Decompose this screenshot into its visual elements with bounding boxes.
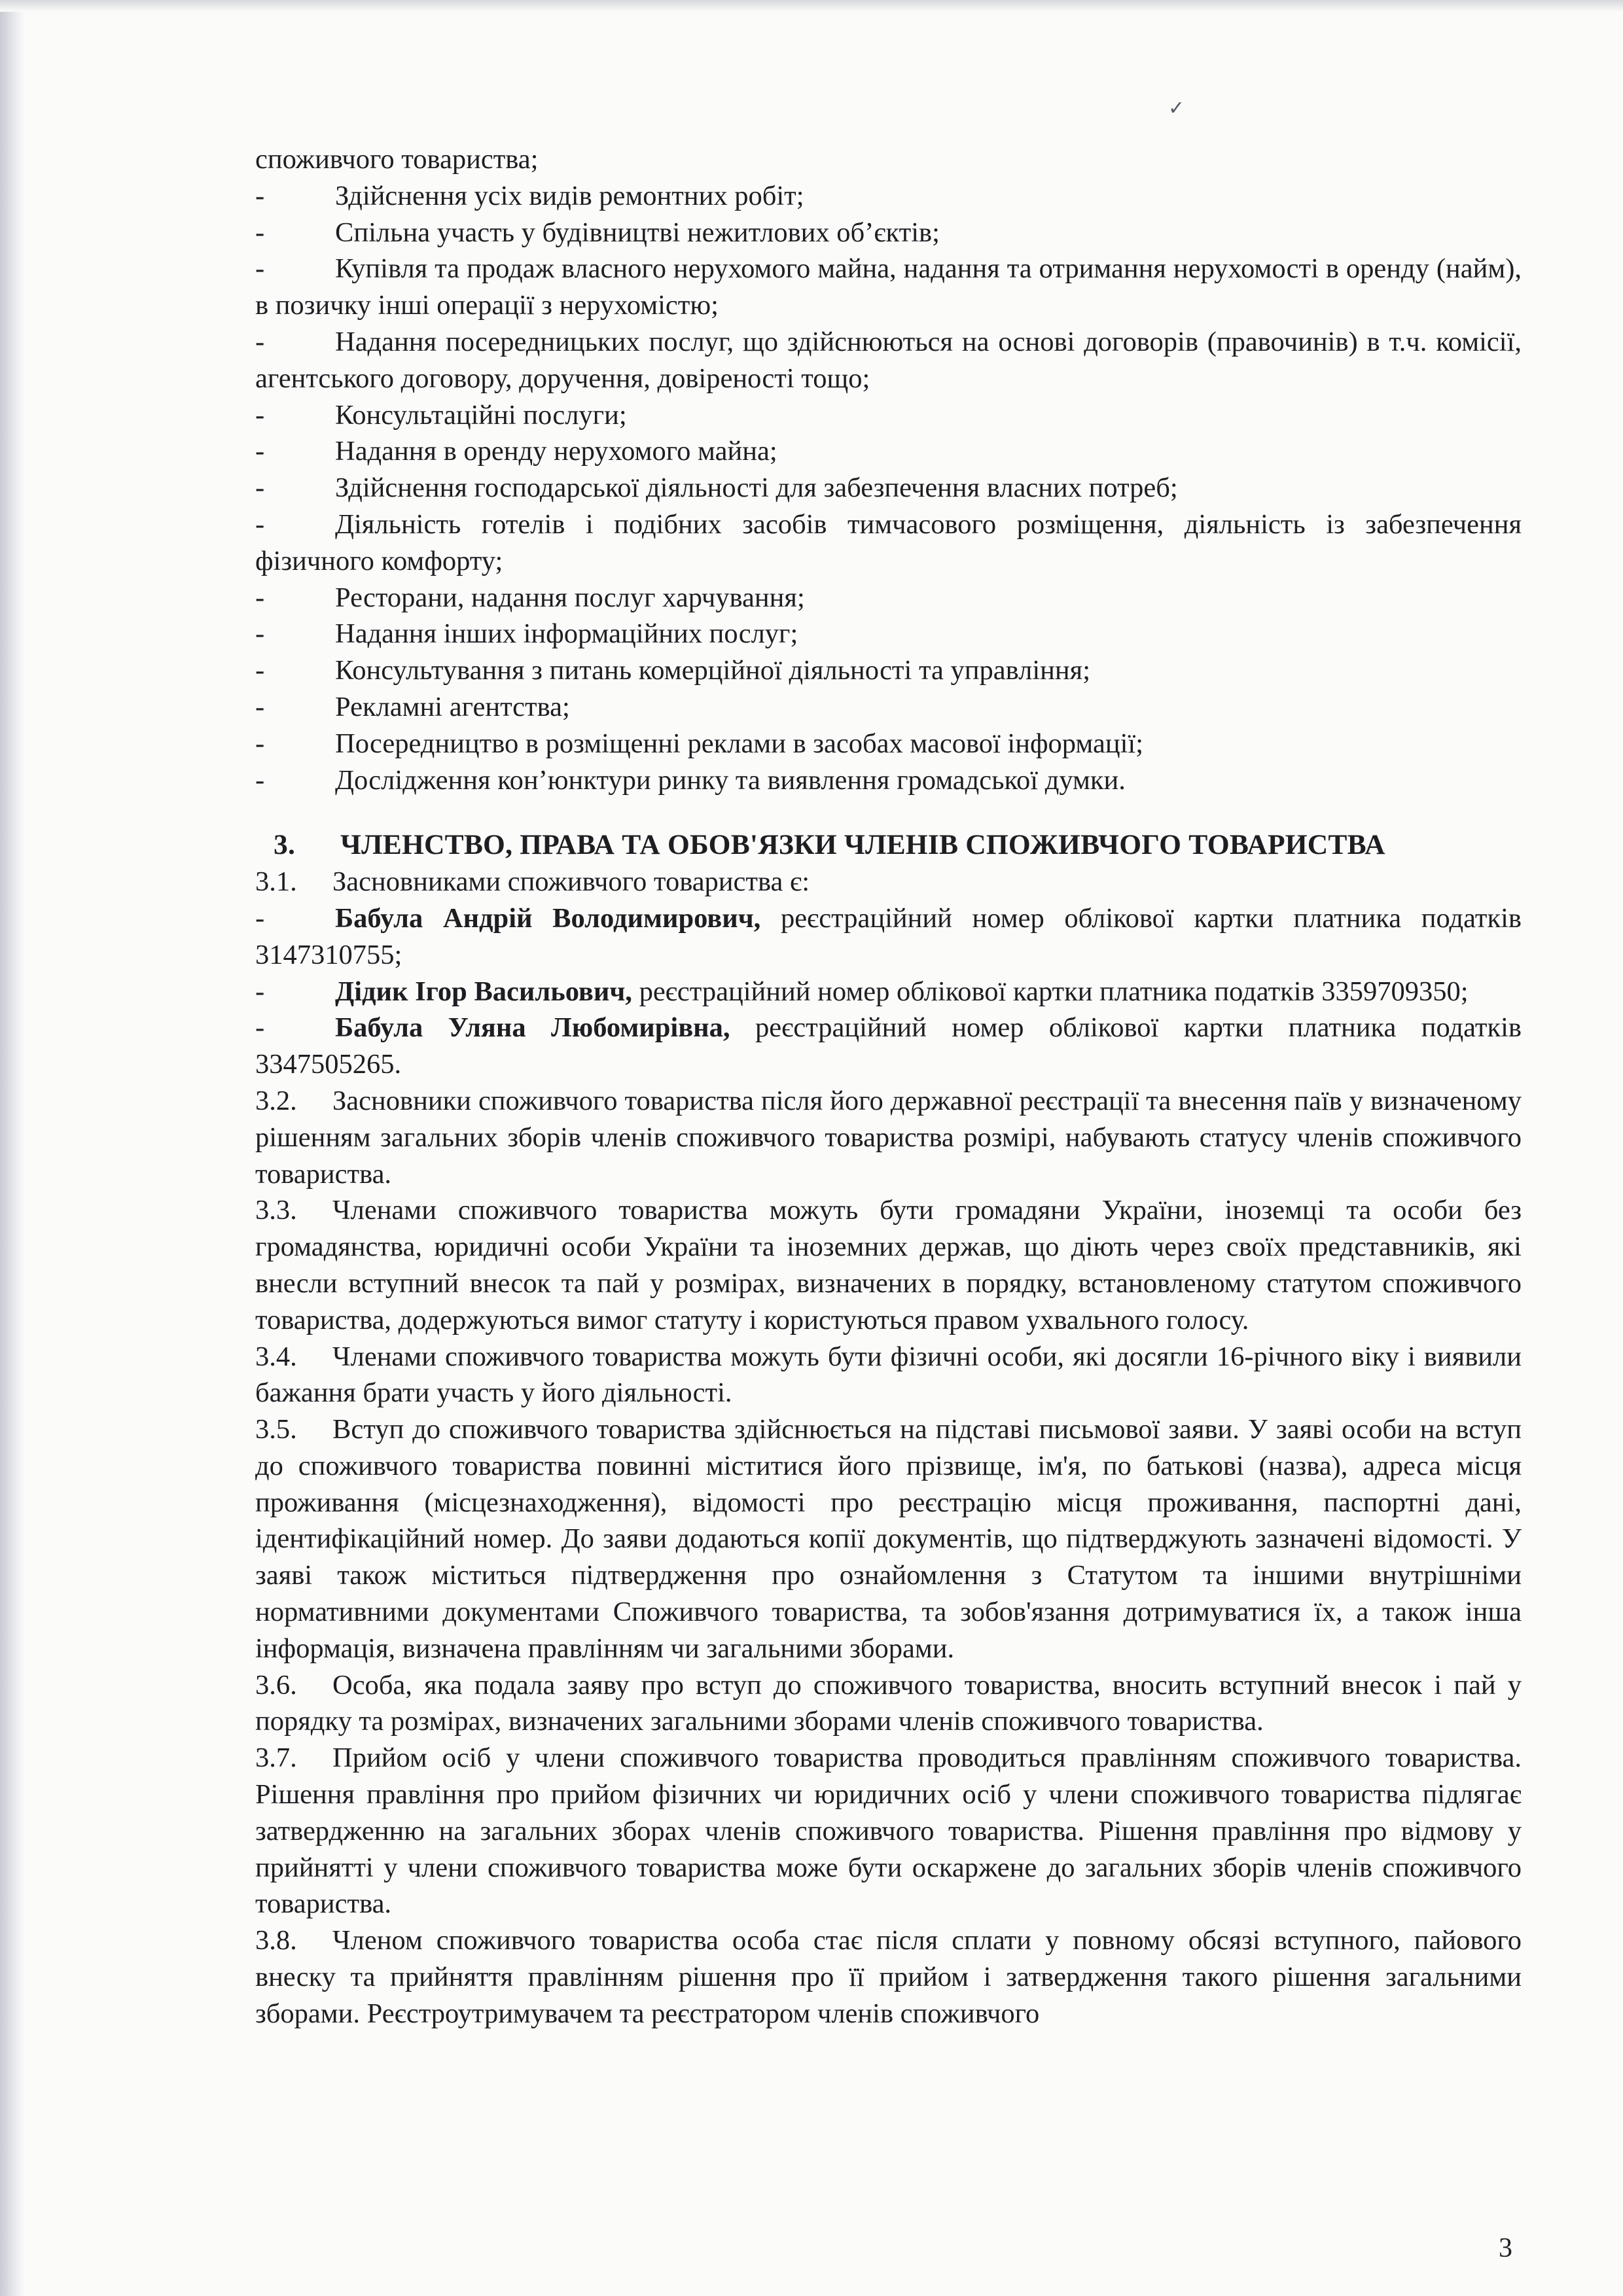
page-number: 3 xyxy=(1499,2233,1512,2263)
clause: 3.5. Вступ до споживчого товариства здійснюється на підставі письмової заяви. У заяві особи на вступ до споживчого товариства повинні міститися його прізвище, ім'я, по батькові (назва), адреса місця проживання (місцезнаходження), відомості про реєстрацію місця проживання, паспортні дані, ідентифікаційний номер. До заяви додаються копії документів, що підтверджують зазначені відомості. У заяві також міститься підтвердження про ознайомлення з Статутом та іншими внутрішніми нормативними документами Споживчого товариства, та зобов'язання дотримуватися їх, а також інша інформація, визначена правлінням чи загальними зборами. xyxy=(255,1414,1522,1664)
founders-list xyxy=(255,900,1522,1083)
founder-item: - Дідик Ігор Васильович, реєстраційний номер облікової картки платника податків 3359709350; xyxy=(255,976,1469,1007)
list-item: - Здійснення усіх видів ремонтних робіт; xyxy=(255,180,804,211)
list-item: - Купівля та продаж власного нерухомого майна, надання та отримання нерухомості в оренду (найм), в позичку інші операції з нерухомістю; xyxy=(255,253,1522,321)
section-number: 3. xyxy=(274,829,296,861)
list-item: - Консультування з питань комерційної діяльності та управління; xyxy=(255,655,1090,686)
list-item: - Консультаційні послуги; xyxy=(255,399,627,431)
clause: 3.4. Членами споживчого товариства можуть бути фізичні особи, які досягли 16-річного віку і виявили бажання брати участь у його діяльності. xyxy=(255,1341,1522,1409)
list-item: - Ресторани, надання послуг харчування; xyxy=(255,582,805,613)
list-item: - Здійснення господарської діяльності для забезпечення власних потреб; xyxy=(255,472,1178,504)
activities-list xyxy=(255,178,1522,799)
founder-item: - Бабула Андрій Володимирович, реєстраційний номер облікової картки платника податків 3147310755; xyxy=(255,902,1522,970)
list-item: - Надання посередницьких послуг, що здійснюються на основі договорів (правочинів) в т.ч. комісії, агентського договору, доручення, довіреності тощо; xyxy=(255,326,1522,394)
clause: 3.7. Прийом осіб у члени споживчого товариства проводиться правлінням споживчого товариства. Рішення правління про прийом фізичних чи юридичних осіб у члени споживчого товариства підлягає затвердженню на загальних зборах членів споживчого товариства. Рішення правління про відмову у прийнятті у члени споживчого товариства може бути оскаржене до загальних зборів членів споживчого товариства. xyxy=(255,1742,1522,1920)
clause: 3.6. Особа, яка подала заяву про вступ до споживчого товариства, вносить вступний внесок і пай у порядку та розмірах, визначених загальними зборами членів споживчого товариства. xyxy=(255,1669,1522,1737)
list-item: - Діяльність готелів і подібних засобів тимчасового розміщення, діяльність із забезпечення фізичного комфорту; xyxy=(255,508,1522,576)
list-item: - Надання в оренду нерухомого майна; xyxy=(255,436,777,467)
clause: 3.8. Членом споживчого товариства особа стає після сплати у повному обсязі вступного, пайового внеску та прийняття правлінням рішення про її прийом і затвердження такого рішення загальними зборами. Реєстроутримувачем та реєстратором членів споживчого xyxy=(255,1925,1522,2029)
scan-shadow-left xyxy=(0,0,25,2296)
clause: 3.2. Засновники споживчого товариства після його державної реєстрації та внесення паїв у визначеному рішенням загальних зборів членів споживчого товариства розмірі, набувають статусу членів споживчого товариства. xyxy=(255,1085,1522,1190)
founder-name: Бабула Андрій Володимирович, xyxy=(335,902,761,934)
clause: 3.3. Членами споживчого товариства можуть бути громадяни України, іноземці та особи без громадянства, юридичні особи України та іноземних держав, що діють через своїх представників, які внесли вступний внесок та пай у розмірах, визначених в порядку, встановленому статутом споживчого товариства, додержуються вимог статуту і користуються правом ухвального голосу. xyxy=(255,1195,1522,1335)
founder-item: - Бабула Уляна Любомирівна, реєстраційний номер облікової картки платника податків 3347505265. xyxy=(255,1012,1522,1080)
list-item: - Надання інших інформаційних послуг; xyxy=(255,618,798,650)
clause-3-1: 3.1. Засновниками споживчого товариства є: xyxy=(255,866,810,898)
section-title: ЧЛЕНСТВО, ПРАВА ТА ОБОВ'ЯЗКИ ЧЛЕНІВ СПОЖИВЧОГО ТОВАРИСТВА xyxy=(340,829,1385,861)
founder-name: Дідик Ігор Васильович, xyxy=(335,976,632,1007)
founder-name: Бабула Уляна Любомирівна, xyxy=(335,1012,730,1044)
intro-line: споживчого товариства; xyxy=(255,144,539,175)
corner-checkmark: ✓ xyxy=(1168,97,1185,120)
list-item: - Рекламні агентства; xyxy=(255,691,570,722)
document-body xyxy=(255,141,1522,2032)
list-item: - Посередництво в розміщенні реклами в засобах масової інформації; xyxy=(255,728,1144,759)
list-item: - Дослідження кон’юнктури ринку та виявлення громадської думки. xyxy=(255,764,1126,796)
list-item: - Спільна участь у будівництві нежитлових об’єктів; xyxy=(255,217,940,248)
scan-shadow-top xyxy=(0,0,1623,12)
section-heading xyxy=(255,827,1522,864)
